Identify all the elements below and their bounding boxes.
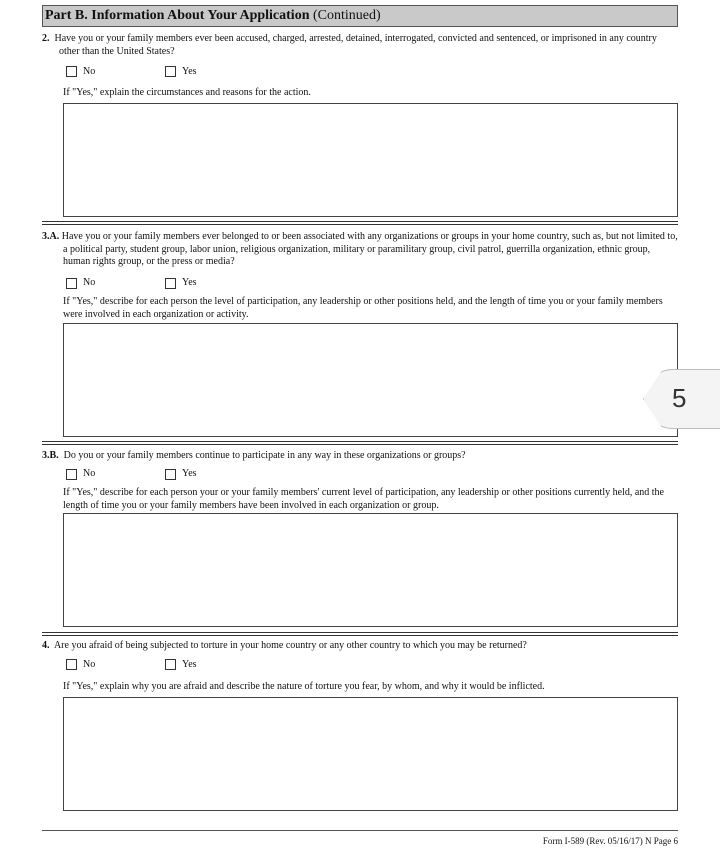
q3b-yes-checkbox[interactable] <box>165 469 176 480</box>
section-header <box>42 5 678 27</box>
q4-no-checkbox[interactable] <box>66 659 77 670</box>
q2-explain-prompt: If "Yes," explain the circumstances and reasons for the action. <box>63 87 311 98</box>
question-text: Have you or your family members ever belonged to or been associated with any organizations or groups in your home country, such as, but not limited to, a political party, student group, labor union, religious organization, military or paramilitary group, civil patrol, guerrilla organization, ethnic group, human rights group, or the press or media? <box>61 231 678 267</box>
question-2 <box>42 33 678 58</box>
question-text: Do you or your family members continue to participate in any way in these organizations or groups? <box>63 450 466 461</box>
section-title: Part B. Information About Your Application <box>45 8 310 23</box>
q3a-yes-checkbox[interactable] <box>165 278 176 289</box>
q2-yes-checkbox[interactable] <box>165 66 176 77</box>
q3a-explanation-field[interactable] <box>63 323 678 437</box>
q2-explanation-field[interactable] <box>63 103 678 217</box>
question-number: 3.B. <box>42 450 59 461</box>
q3a-explain-prompt: If "Yes," describe for each person the level of participation, any leadership or other positions held, and the length of time you or your family members were involved in each organization or activity. <box>63 296 663 320</box>
question-number: 2. <box>42 33 50 44</box>
q3b-no-checkbox[interactable] <box>66 469 77 480</box>
q3a-yes-label: Yes <box>182 277 197 288</box>
q3b-explanation-field[interactable] <box>63 513 678 627</box>
section-divider <box>42 441 678 445</box>
question-3b <box>42 450 678 463</box>
q4-explanation-field[interactable] <box>63 697 678 811</box>
section-divider <box>42 221 678 225</box>
q3b-no-label: No <box>83 468 96 479</box>
question-4 <box>42 640 678 653</box>
question-3a <box>42 231 678 269</box>
q2-no-checkbox[interactable] <box>66 66 77 77</box>
q3a-no-label: No <box>83 277 96 288</box>
page-tab-number: 5 <box>672 383 687 413</box>
q2-no-label: No <box>83 66 96 77</box>
q2-yes-label: Yes <box>182 66 197 77</box>
section-divider <box>42 632 678 636</box>
q4-yes-checkbox[interactable] <box>165 659 176 670</box>
q4-no-label: No <box>83 659 96 670</box>
section-title-suffix: (Continued) <box>312 8 381 23</box>
q4-yes-label: Yes <box>182 659 197 670</box>
question-text: Are you afraid of being subjected to torture in your home country or any other country to which you may be returned? <box>53 640 527 651</box>
q4-explain-prompt: If "Yes," explain why you are afraid and describe the nature of torture you fear, by whom, and why it would be inflicted. <box>63 681 545 692</box>
question-number: 3.A. <box>42 231 60 242</box>
q3a-no-checkbox[interactable] <box>66 278 77 289</box>
footer-divider <box>42 830 678 831</box>
q3b-yes-label: Yes <box>182 468 197 479</box>
question-number: 4. <box>42 640 50 651</box>
form-footer: Form I-589 (Rev. 05/16/17) N Page 6 <box>542 836 678 846</box>
q3b-explain-prompt: If "Yes," describe for each person your or your family members' current level of participation, any leadership or other positions currently held, and the length of time you or your family members have been involved in each organization or group. <box>63 487 664 511</box>
question-text: Have you or your family members ever been accused, charged, arrested, detained, interrogated, convicted and sentenced, or imprisoned in any country other than the United States? <box>54 33 657 57</box>
